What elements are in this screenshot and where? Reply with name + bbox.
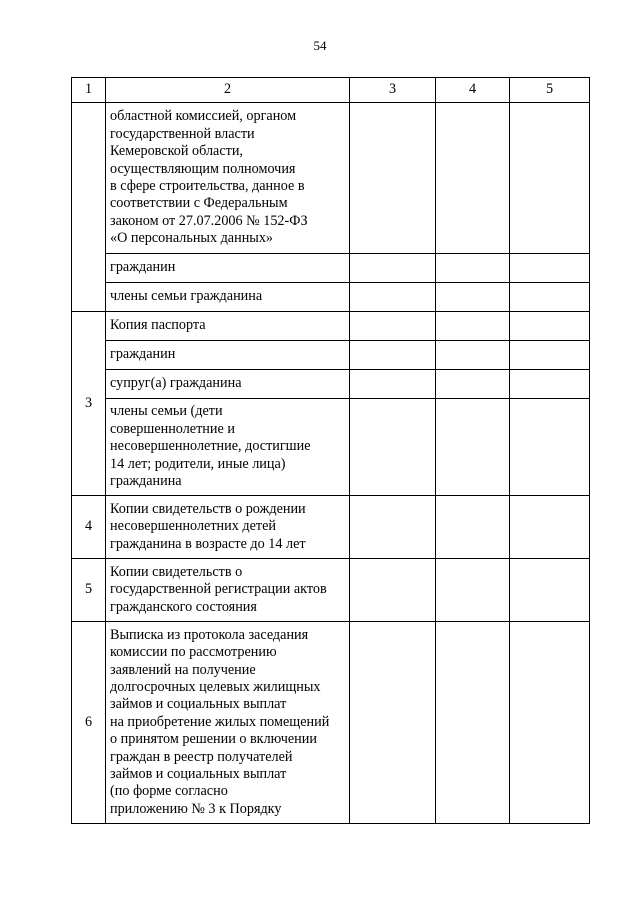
table-row [72,312,590,341]
text-line: комиссии по рассмотрению [110,644,277,661]
table-row [72,341,590,370]
row-number-cell: 6 [72,622,106,824]
text-line: на приобретение жилых помещений [110,713,330,730]
text-line: Копии свидетельств о рождении [110,500,306,517]
text-line: несовершеннолетние, достигшие [110,438,311,455]
table-cell-description: супруг(а) гражданина [106,370,350,399]
header-col-4: 4 [436,78,510,103]
text-line: Копии свидетельств о [110,563,243,580]
table-cell [350,341,436,370]
text-line: законом от 27.07.2006 № 152-ФЗ [110,212,308,229]
table-cell [510,103,590,254]
table-row [72,559,590,622]
document-table [71,77,590,824]
text-line: займов и социальных выплат [110,766,287,783]
header-col-1: 1 [72,78,106,103]
table-cell [350,283,436,312]
table-header-row [72,78,590,103]
table-row [72,399,590,496]
table-cell-description [106,496,350,559]
text-line: приложению № 3 к Порядку [110,800,282,817]
text-line: государственной власти [110,125,255,142]
table-cell-description [106,622,350,824]
text-line: члены семьи (дети [110,403,223,420]
text-line: «О персональных данных» [110,230,274,247]
table-cell [510,283,590,312]
table-cell [350,496,436,559]
table-cell-description: члены семьи гражданина [106,283,350,312]
table-row [72,622,590,824]
table-cell [510,399,590,496]
table-cell [436,496,510,559]
table-cell-description [106,399,350,496]
text-line: гражданина [110,473,182,490]
table-cell [436,370,510,399]
table-cell [510,312,590,341]
header-col-2: 2 [106,78,350,103]
table-cell [510,559,590,622]
header-col-5: 5 [510,78,590,103]
table-cell [436,559,510,622]
table-cell [350,399,436,496]
table-cell [436,341,510,370]
table-cell-description: гражданин [106,341,350,370]
table-cell [350,370,436,399]
text-line: совершеннолетние и [110,420,235,437]
table-cell [350,312,436,341]
table-cell [510,496,590,559]
text-line: в сфере строительства, данное в [110,178,305,194]
text-line: граждан в реестр получателей [110,748,293,765]
table-cell [436,254,510,283]
table-cell [436,399,510,496]
table-cell-description: гражданин [106,254,350,283]
table-row [72,496,590,559]
table-cell [436,103,510,254]
table-cell [510,341,590,370]
header-col-3: 3 [350,78,436,103]
text-line: (по форме согласно [110,783,228,800]
row-number-cell [72,103,106,312]
table-row [72,254,590,283]
text-line: долгосрочных целевых жилищных [110,678,321,695]
text-line: заявлений на получение [110,661,256,678]
table-cell [350,559,436,622]
table-cell [350,622,436,824]
text-line: осуществляющим полномочия [110,160,296,177]
text-line: 14 лет; родители, иные лица) [110,455,286,472]
table-cell-description [106,103,350,254]
table-cell [510,370,590,399]
text-line: займов и социальных выплат [110,696,287,713]
text-line: несовершеннолетних детей [110,518,276,535]
text-line: областной комиссией, органом [110,108,297,125]
table-row [72,370,590,399]
table-cell [436,283,510,312]
text-line: Выписка из протокола заседания [110,626,309,643]
table-cell-description [106,559,350,622]
row-number-cell: 4 [72,496,106,559]
page-number: 54 [313,38,327,53]
table-cell [510,254,590,283]
table-cell-description: Копия паспорта [106,312,350,341]
table-cell [350,103,436,254]
text-line: Кемеровской области, [110,143,243,160]
text-line: государственной регистрации актов [110,581,327,598]
table-cell [436,312,510,341]
table-cell [350,254,436,283]
text-line: о принятом решении о включении [110,731,317,748]
table-cell [436,622,510,824]
table-row [72,103,590,254]
text-line: соответствии с Федеральным [110,195,288,212]
text-line: гражданского состояния [110,598,257,615]
text-line: гражданина в возрасте до 14 лет [110,535,306,552]
table-row [72,283,590,312]
table-cell [510,622,590,824]
row-number-cell: 3 [72,312,106,496]
row-number-cell: 5 [72,559,106,622]
